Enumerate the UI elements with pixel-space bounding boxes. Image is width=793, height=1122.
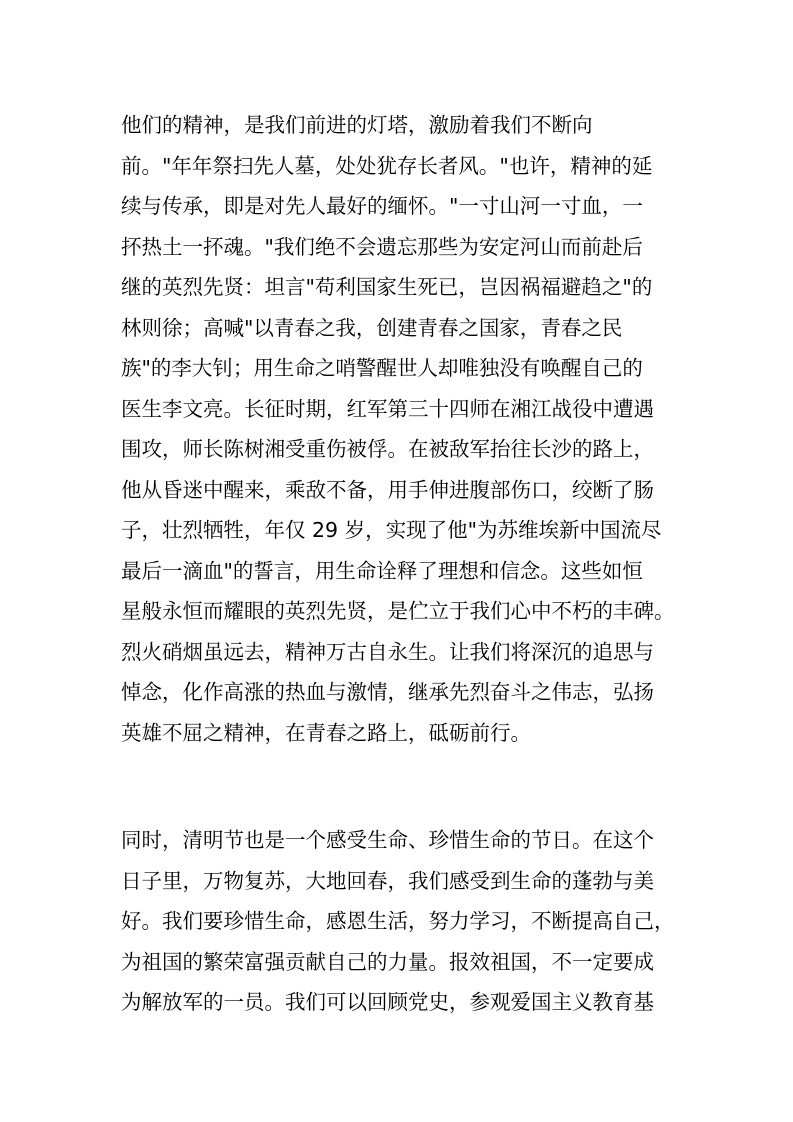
text-line: 围攻，师长陈树湘受重伤被俘。在被敌军抬往长沙的路上， — [121, 437, 654, 461]
text-line: 族"的李大钊；用生命之哨警醒世人却唯独没有唤醒自己的 — [121, 356, 643, 380]
text-line: 继的英烈先贤：坦言"苟利国家生死已，岂因祸福避趋之"的 — [121, 275, 653, 299]
text-line: 他们的精神，是我们前进的灯塔，激励着我们不断向 — [121, 113, 593, 137]
text-line: 烈火硝烟虽远去，精神万古自永生。让我们将深沉的追思与 — [121, 639, 654, 664]
text-line: 他从昏迷中醒来，乘敌不备，用手伸进腹部伤口，绞断了肠 — [121, 477, 654, 502]
text-line: 医生李文亮。长征时期，红军第三十四师在湘江战役中遭遇 — [121, 396, 654, 421]
text-line: 悼念，化作高涨的热血与激情，继承先烈奋斗之伟志，弘扬 — [121, 680, 654, 704]
text-line: 最后一滴血"的誓言，用生命诠释了理想和信念。这些如恒 — [121, 558, 643, 583]
text-line: 日子里，万物复苏，大地回春，我们感受到生命的蓬勃与美 — [121, 868, 654, 893]
text-line: 林则徐；高喊"以青春之我，创建青春之国家，青春之民 — [121, 315, 623, 340]
text-line: 英雄不屈之精神，在青春之路上，砥砺前行。 — [121, 720, 531, 745]
text-line: 前。"年年祭扫先人墓，处处犹存长者风。"也许，精神的延 — [121, 153, 653, 178]
text-line: 为祖国的繁荣富强贡献自己的力量。报效祖国，不一定要成 — [121, 949, 654, 974]
text-line: 为解放军的一员。我们可以回顾党史，参观爱国主义教育基 — [121, 990, 654, 1014]
paragraph-cherish-life — [121, 820, 696, 1023]
text-line: 抔热土一抔魂。"我们绝不会遗忘那些为安定河山而前赴后 — [121, 234, 643, 259]
text-line: 星般永恒而耀眼的英烈先贤，是伫立于我们心中不朽的丰碑。 — [121, 599, 675, 623]
text-line: 好。我们要珍惜生命，感恩生活，努力学习，不断提高自己， — [121, 909, 675, 933]
paragraph-spirit-heroes — [121, 105, 696, 753]
text-line: 子，壮烈牺牲，年仅 29 岁，实现了他"为苏维埃新中国流尽 — [121, 518, 662, 542]
text-line: 续与传承，即是对先人最好的缅怀。"一寸山河一寸血，一 — [121, 194, 643, 218]
text-line: 同时，清明节也是一个感受生命、珍惜生命的节日。在这个 — [121, 828, 654, 852]
